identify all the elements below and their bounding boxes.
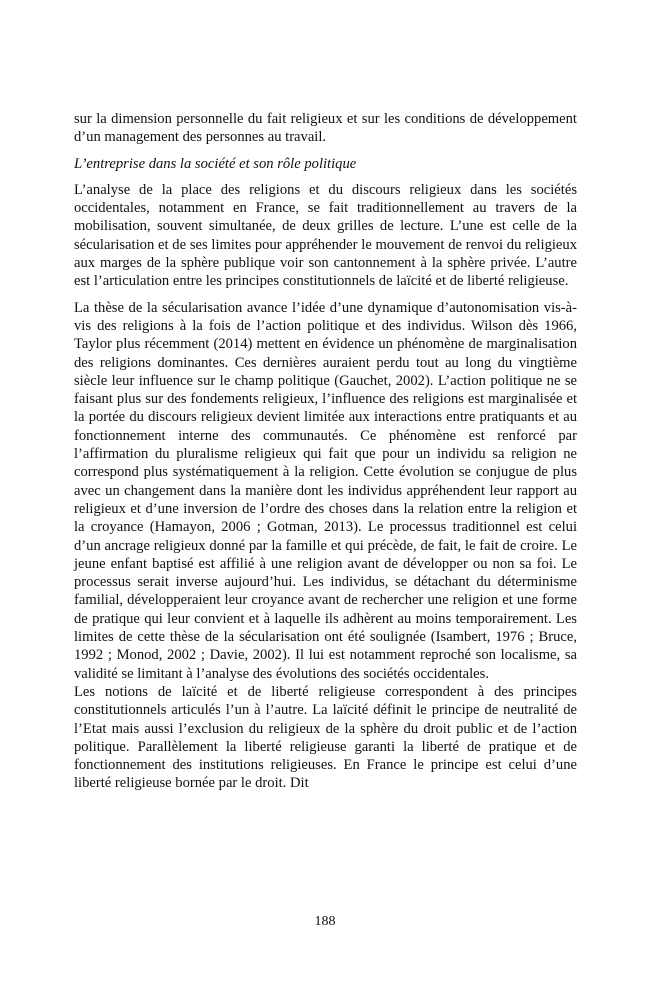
paragraph-laicite: Les notions de laïcité et de liberté religieuse correspondent à des principes constitutionnels articulés l’un à l’autre. La laïcité définit le principe de neutralité de l’Etat mais aussi l’exclusion du religieux de la sphère du droit public et de l’action politique. Parallèlement la liberté religieuse garanti la liberté de pratique et de fonctionnement des institutions religieuses. En France le principe est celui d’une liberté religieuse bornée par le droit. Dit: [74, 683, 577, 792]
paragraph-analysis: L’analyse de la place des religions et du discours religieux dans les sociétés occidentales, notamment en France, se fait traditionnellement au travers de la mobilisation, souvent simultanée, de deux grilles de lecture. L’une est celle de la sécularisation et de ses limites pour appréhender le mouvement de renvoi du religieux aux marges de la sphère publique voir son cantonnement à la sphère privée. L’autre est l’articulation entre les principes constitutionnels de laïcité et de liberté religieuse.: [74, 181, 577, 290]
page-body: [74, 110, 577, 793]
page-number: 188: [314, 914, 336, 929]
opening-paragraph: sur la dimension personnelle du fait religieux et sur les conditions de développement d’un management des personnes au travail.: [74, 111, 577, 146]
paragraph-secularisation: La thèse de la sécularisation avance l’idée d’une dynamique d’autonomisation vis-à-vis des religions à la fois de l’action politique et des individus. Wilson dès 1966, Taylor plus récemment (2014) mettent en évidence un phénomène de marginalisation des religions dominantes. Ces dernières auraient perdu tout au long du vingtième siècle leur influence sur le champ politique (Gauchet, 2002). L’action politique ne se faisant plus sur des fondements religieux, l’influence des religions est marginalisée et la portée du discours religieux devient limitée aux interactions entre pratiquants et au fonctionnement interne des communautés. Ce phénomène est renforcé par l’affirmation du pluralisme religieux qui fait que pour un individu sa religion ne correspond plus systématiquement à la religion. Cette évolution se conjugue de plus avec un changement dans la manière dont les individus appréhendent leur rapport au religieux et d’une inversion de l’ordre des choses dans la relation entre la religion et la croyance (Hamayon, 2006 ; Gotman, 2013). Le processus traditionnel est celui d’un ancrage religieux donné par la famille et qui précède, de fait, le fait de croire. Le jeune enfant baptisé est affilié à une religion avant de développer ou non sa foi. Le processus serait inverse aujourd’hui. Les individus, se détachant du déterminisme familial, développeraient leur croyance avant de rechercher une religion et une forme de pratique qui leur convient et à laquelle ils adhèrent au moins temporairement. Les limites de cette thèse de la sécularisation ont été soulignée (Isambert, 1976 ; Bruce, 1992 ; Monod, 2002 ; Davie, 2002). Il lui est notamment reproché son localisme, sa validité se limitant à l’analyse des évolutions des sociétés occidentales.: [74, 299, 577, 682]
section-heading: L’entreprise dans la société et son rôle politique: [74, 155, 357, 172]
